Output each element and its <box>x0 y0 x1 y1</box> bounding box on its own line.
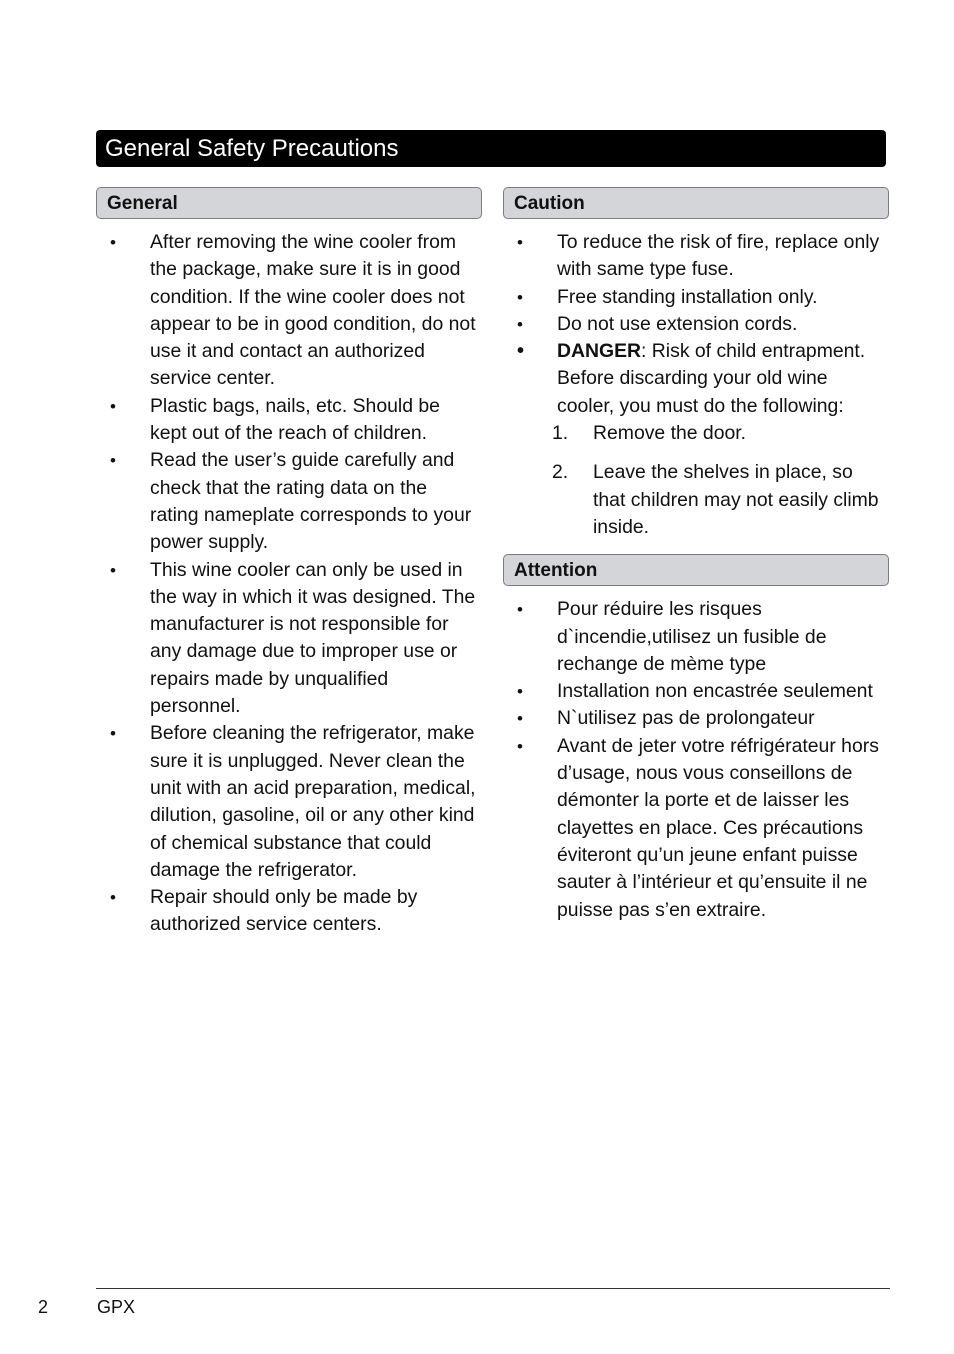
danger-steps <box>552 420 889 541</box>
page-title: General Safety Precautions <box>96 130 886 167</box>
bullet-icon: • <box>517 600 523 620</box>
page-number: 2 <box>38 1297 49 1317</box>
step-number: 2. <box>552 461 569 484</box>
list-item <box>503 705 889 732</box>
bullet-icon: • <box>110 888 116 908</box>
bullet-icon: • <box>517 340 525 363</box>
caution-list <box>503 229 889 541</box>
list-item <box>96 229 482 393</box>
danger-item <box>503 338 889 541</box>
list-item-text: Avant de jeter votre réfrigérateur hors d’usage, nous vous conseillons de démonter la porte et de laisser les clayettes en place. Ces précautions éviteront qu’un jeune enfant puisse sauter à l’intérieur et qu’ensuite il ne puisse pas s’en extraire. <box>557 734 879 921</box>
caution-column <box>503 187 889 924</box>
list-item-text: To reduce the risk of fire, replace only with same type fuse. <box>557 231 880 281</box>
step-text: Remove the door. <box>593 422 747 445</box>
bullet-icon: • <box>517 287 523 307</box>
list-item-text: Read the user’s guide carefully and check that the rating data on the rating nameplate corresponds to your power supply. <box>150 449 472 554</box>
list-item-text: After removing the wine cooler from the package, make sure it is in good condition. If the wine cooler does not appear to be in good condition, do not use it and contact an authorized service center. <box>150 231 476 390</box>
bullet-icon: • <box>110 233 116 252</box>
list-item <box>96 557 482 721</box>
step-item <box>552 459 889 541</box>
step-number: 1. <box>552 422 569 445</box>
bullet-icon: • <box>110 396 116 416</box>
list-item <box>503 678 889 705</box>
bullet-icon: • <box>517 233 523 252</box>
list-item-text: Before cleaning the refrigerator, make sure it is unplugged. Never clean the unit with an acid preparation, medical, dilution, gasoline, oil or any other kind of chemical substance that could damage the refrigerator. <box>150 722 476 881</box>
footer-brand: GPX <box>97 1297 136 1317</box>
list-item-text: This wine cooler can only be used in the way in which it was designed. The manufacturer is not responsible for any damage due to improper use or repairs made by unqualified personnel. <box>150 558 476 718</box>
list-item <box>503 311 889 338</box>
bullet-icon: • <box>110 560 116 580</box>
attention-list <box>503 596 889 924</box>
list-item-text: N`utilisez pas de prolongateur <box>557 707 815 730</box>
list-item <box>503 284 889 311</box>
bullet-icon: • <box>517 709 523 729</box>
general-column <box>96 187 482 939</box>
danger-label: DANGER <box>557 340 642 363</box>
bullet-icon: • <box>517 682 523 702</box>
list-item-text: Do not use extension cords. <box>557 312 798 335</box>
bullet-icon: • <box>517 736 523 756</box>
list-item-text: Free standing installation only. <box>557 285 818 308</box>
attention-heading: Attention <box>503 554 889 586</box>
list-item <box>503 733 889 924</box>
list-item-text: Repair should only be made by authorized service centers. <box>150 886 418 936</box>
list-item-text: Installation non encastrée seulement <box>557 680 873 703</box>
list-item <box>96 884 482 939</box>
footer-divider <box>96 1288 890 1289</box>
step-text: Leave the shelves in place, so that children may not easily climb inside. <box>593 461 879 538</box>
list-item <box>503 596 889 678</box>
bullet-icon: • <box>110 451 116 471</box>
general-heading: General <box>96 187 482 219</box>
step-item <box>552 420 889 447</box>
bullet-icon: • <box>110 724 116 744</box>
list-item <box>96 393 482 448</box>
list-item <box>96 447 482 556</box>
caution-heading: Caution <box>503 187 889 219</box>
general-list <box>96 229 482 939</box>
list-item <box>96 720 482 884</box>
danger-text: : Risk of child entrapment. Before discarding your old wine cooler, you must do the following: <box>557 340 866 417</box>
list-item-text: Pour réduire les risques d`incendie,utilisez un fusible de rechange de mème type <box>557 598 827 675</box>
bullet-icon: • <box>517 314 523 334</box>
list-item-text: Plastic bags, nails, etc. Should be kept out of the reach of children. <box>150 394 440 445</box>
list-item <box>503 229 889 284</box>
